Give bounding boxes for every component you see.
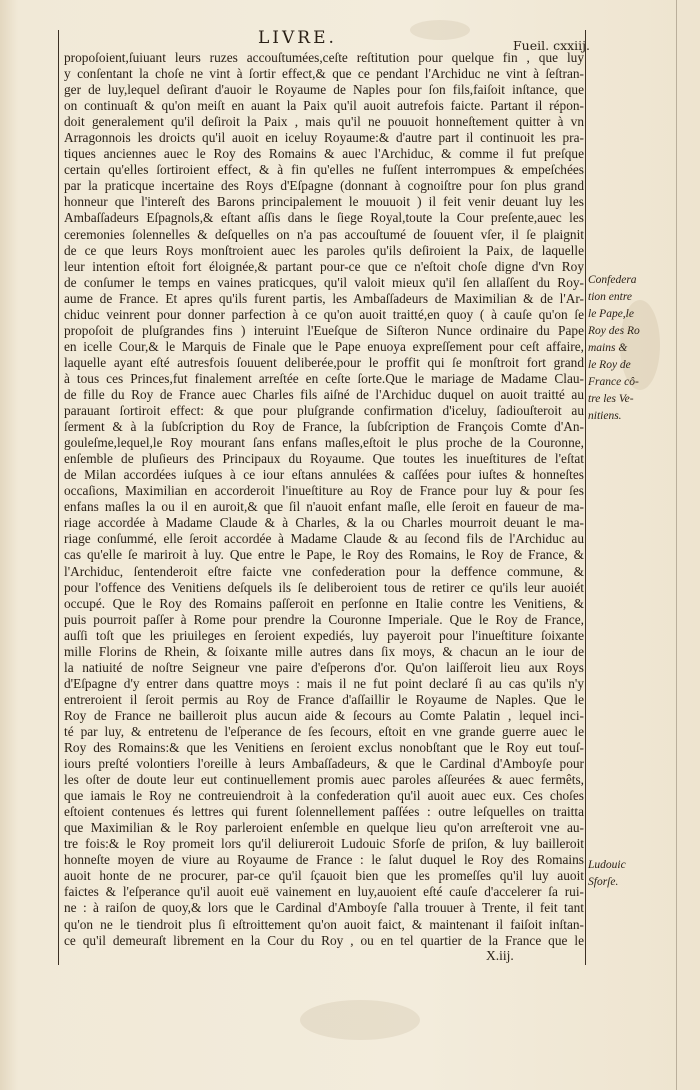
running-head-title: LIVRE. — [258, 28, 337, 48]
margin-note-line: Ludouic — [588, 859, 626, 871]
text-line: ger de luy,lequel deſirant d'auoir le Royaume de Naples pour ſon fils,faiſoit inſtance, que — [64, 82, 584, 98]
text-line: ſerment & à la ſubſcription du Roy de France, la ſubſcription de François Comte d'An- — [64, 419, 584, 435]
margin-column-rule — [585, 30, 586, 965]
text-line: de Milan accordées iuſques à ce iour eſtans annulées & caſſées pour iuſtes & honneſtes — [64, 467, 584, 483]
text-line: iours preſté volontiers l'oreille à leurs Ambaſſadeurs, & que le Cardinal d'Amboyſe pour — [64, 756, 584, 772]
text-line: aume de France. Et apres qu'ils furent partis, les Ambaſſadeurs de Maximilian & de l'Ar- — [64, 290, 584, 306]
text-line: certain qu'elles ſortiroient effect, & à fin qu'elles ne fuſſent interrompues & empeſchées — [64, 162, 584, 178]
margin-note-line: nitiens. — [588, 410, 622, 422]
text-line: riage conſummé, elle ſeroit accordée à Madame Claude & au ſecond fils de l'Archiduc au — [64, 531, 584, 547]
text-line: té par luy, & entretenu de l'eſperance de ſes ſecours, eſtoit en vne grande guerre auec le — [64, 723, 584, 739]
text-line: de conſumer le temps en vaines praticques, qu'il valoit mieux qu'il ſen allaſſent du Roy- — [64, 274, 584, 290]
text-line: en icelle Cour,& le Marquis de Finale que le Pape enuoya expreſſement pour ceſt affaire, — [64, 338, 584, 354]
text-line: riage accordée à Madame Claude & à Charles, & la ou Charles mourroit deuant le ma- — [64, 515, 584, 531]
text-line: on continuaſt & qu'on meiſt en auant la Paix qu'il auoit autrefois faicte. Partant il répon- — [64, 98, 584, 114]
paper-stain — [410, 20, 470, 40]
text-line: tre fois:& le Roy promeit lors qu'il deliureroit Ludouic Sforſe de priſon, & luy bailleroit — [64, 836, 584, 852]
text-line: faictes & l'eſperance qu'il auoit euë vainement en luy,auoient eſté cauſe d'accelerer ſa rui- — [64, 884, 584, 900]
paper-stain — [300, 1000, 420, 1040]
text-line: laquelle ayant eſté autresfois ſouuent deliberée,pour le proffit qui ſe monſtroit fort grand — [64, 354, 584, 370]
text-line: parauant ſortiroit effect: & que pour pluſgrande confirmation d'iceluy, ſadiouſteroit au — [64, 403, 584, 419]
margin-note-line: Sforſe. — [588, 876, 619, 888]
text-line: occaſions, Maximilian en accorderoit l'inueſtiture au Roy de France pour luy & pour ſes — [64, 483, 584, 499]
text-line: auoit honte de ne procurer, par-ce qu'il ſçauoit bien que les promeſſes qu'il luy auoit — [64, 868, 584, 884]
margin-note-line: le Pape,le — [588, 308, 634, 320]
text-line: que Maximilian & le Roy parleroient enſemble en quelque lieu qu'on arreſteroit vne au- — [64, 820, 584, 836]
margin-note-line: Confedera — [588, 274, 637, 286]
text-line: les oſter de doute leur eut continuellement promis auec paroles aſſeurées & auec fermêts, — [64, 772, 584, 788]
text-line: l'Archiduc, ſentenderoit eſtre faicte vne confederation pour la deffence commune, & — [64, 563, 584, 579]
margin-note-line: France cô- — [588, 376, 639, 388]
margin-note-confederation — [588, 272, 672, 425]
text-line: qu'on ne le tiendroit plus ſi eſtroittement qu'on auoit faict, & maintenant il faiſoit inſtan- — [64, 916, 584, 932]
text-line: ne : à raiſon de quoy,& lors que le Cardinal d'Amboyſe ſ'alla trouuer à Trente, il feit tant — [64, 900, 584, 916]
text-line: cas qu'elle ſe mariroit à luy. Que entre le Pape, le Roy des Romains, le Roy de France, & — [64, 547, 584, 563]
text-line: ce qu'il demeuraſt librement en la Cour du Roy , ou en tel quartier de la France que le — [64, 932, 584, 948]
margin-note-line: tre les Ve- — [588, 393, 634, 405]
text-line: Roy de France ne bailleroit plus aucun aide & ſecours au Comte Palatin , lequel inci- — [64, 707, 584, 723]
text-line: enſemble de pluſieurs des Principaux du Royaume. Que toutes les inueſtitures de l'eſtat — [64, 451, 584, 467]
text-line: enfans maſles la ou il en auroit,& que ſil n'auoit enfant maſle, elle ſeroit en faueur de ma- — [64, 499, 584, 515]
folio-number: Fueil. cxxiij. — [513, 38, 591, 53]
margin-note-line: le Roy de — [588, 359, 631, 371]
text-line: doit generalement qu'il deſiroit la Paix , mais qu'il ne pouuoit honneſtement quitter à vn — [64, 114, 584, 130]
text-line: puis pourroit paſſer à Rome pour prendre la Couronne Imperiale. Que le Roy de France, — [64, 611, 584, 627]
text-line: propoſoit de pluſgrandes fins ) interuint l'Eueſque de Siſteron Nunce ordinaire du Pape — [64, 322, 584, 338]
signature-mark: X.iij. — [486, 948, 514, 963]
text-line: tiques anciennes auec le Roy des Romains & auec l'Archiduc, & comme il fut preſque — [64, 146, 584, 162]
text-line: de ce que leurs Roys monſtroient auec les paroles qu'ils deſiroient la Paix, de laquelle — [64, 242, 584, 258]
text-line: auſſi toſt que les priuileges en ſeroient expediés, luy payeroit pour l'inueſtiture ſoixante — [64, 627, 584, 643]
page-edge-rule — [676, 0, 677, 1090]
text-line: la natiuité de noſtre Seigneur vne paire d'eſperons d'or. Qu'on laiſſeroit lieu aux Roys — [64, 659, 584, 675]
margin-note-ludouic — [588, 857, 672, 891]
text-line: Arragonnois les droicts qu'il auoit en iceluy Royaume:& d'autre part il continuoit les pra- — [64, 130, 584, 146]
text-line: leur intention eſtoit fort éloignée,& partant pour-ce que ce n'eſtoit choſe digne d'vn Roy — [64, 258, 584, 274]
margin-note-line: Roy des Ro — [588, 325, 640, 337]
text-line: y conſentant la choſe ne vint à ſortir effect,& que ce pendant l'Archiduc ne vint à ſeſtran- — [64, 66, 584, 82]
margin-note-line: tion entre — [588, 291, 632, 303]
left-column-rule — [58, 30, 59, 965]
text-line: que iamais le Roy ne contreuiendroit à la confederation qu'il auoit auec eux. Ces choſes — [64, 788, 584, 804]
text-line: pour l'offence des Venitiens deſquels ils ſe deliberoient tous de retirer ce qu'ils leur auoiét — [64, 579, 584, 595]
text-line: par la praticque incertaine des Roys d'Eſpagne (donnant à cognoiſtre pour ſon plus grand — [64, 178, 584, 194]
margin-note-line: mains & — [588, 342, 628, 354]
text-line: entreroient il ſeroit permis au Roy de France d'aſſaillir le Royaume de Naples. Que le — [64, 691, 584, 707]
body-text-block — [64, 50, 584, 949]
text-line: de fille du Roy de France auec Charles fils aiſné de l'Archiduc duquel on auoit traitté au — [64, 386, 584, 402]
text-line: gouleſme,lequel,le Roy mourant ſans enfans maſles,eſtoit le plus proche de la Couronne, — [64, 435, 584, 451]
text-line: à tous ces Princes,fut finalement arreſtée en ceſte ſorte.Que le mariage de Madame Clau- — [64, 370, 584, 386]
text-line: occupé. Que le Roy des Romains paſſeroit en perſonne en Italie contre les Venitiens, & — [64, 595, 584, 611]
text-line: mille Florins de Rhein, & ſoixante mille autres dans ſix moys, & chacun an le iour de — [64, 643, 584, 659]
text-line: d'Eſpagne d'y entrer dans quattre moys : mais il ne fut point declaré ſi au cas qu'ils n'y — [64, 675, 584, 691]
text-line: eſtoient contenues és lettres qui furent ſolennellement paſſées : outre leſquelles on traitta — [64, 804, 584, 820]
text-line: chiduc veinrent pour donner parfection à ce qu'on auoit traitté,en quoy ( à cauſe qu'on ſe — [64, 306, 584, 322]
text-line: propoſoient,ſuiuant leurs ruzes accouſtumées,ceſte reſtitution pour quelque fin , que luy — [64, 50, 584, 65]
text-line: honneſte moyen de viure au Royaume de France : le ſalut duquel le Roy des Romains — [64, 852, 584, 868]
text-line: honneur que l'intereſt des Barons principalement le mouuoit ) il feit venir deuant luy les — [64, 194, 584, 210]
text-line: ceremonies ſolennelles & deſquelles on n'a pas accouſtumé de ſouuent vſer, il ſe plaignit — [64, 226, 584, 242]
text-line: Ambaſſadeurs Eſpagnols,& eſtant aſſis dans le ſiege Royal,toute la Cour preſente,auec les — [64, 210, 584, 226]
text-line: Roy des Romains:& que les Venitiens en ſeroient exclus nonobſtant que le Roy eut touſ- — [64, 740, 584, 756]
